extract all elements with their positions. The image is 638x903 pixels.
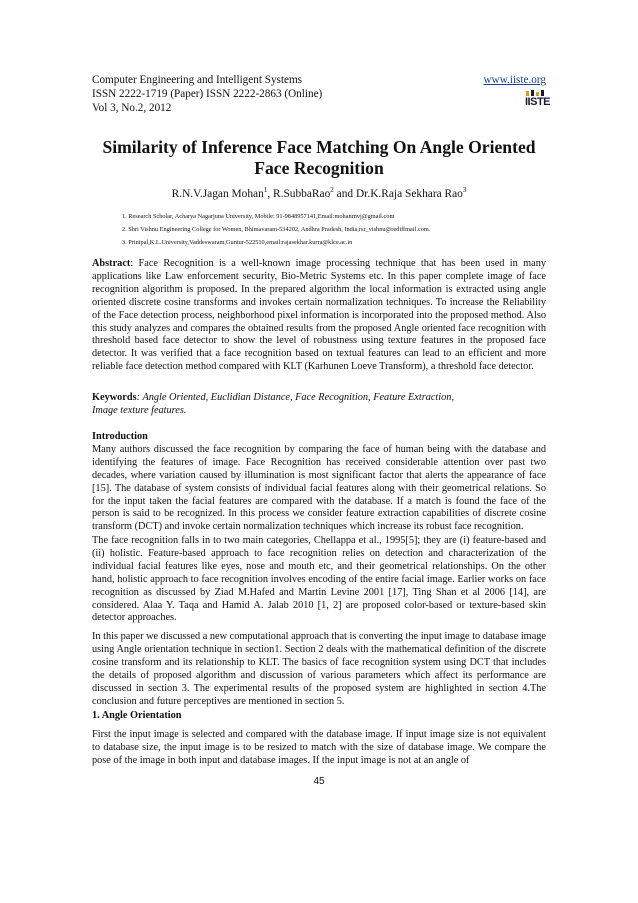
angle-orientation-section [92,710,546,768]
author-3: Dr.K.Raja Sekhara Rao [355,187,463,200]
author-separator: and [333,187,356,200]
introduction-heading: Introduction [92,431,148,442]
journal-url-link[interactable]: www.iiste.org [483,74,546,86]
author-1-affil: 1 [263,186,268,194]
author-separator: , [267,187,274,200]
affiliation-list [122,210,552,249]
author-2-affil: 2 [330,186,334,194]
author-line [92,183,546,201]
author-3-affil: 3 [462,186,467,194]
page-number: 45 [313,776,325,787]
paper-title: Similarity of Inference Face Matching On Angle Oriented Face Recognition [102,137,536,178]
introduction-section [92,431,546,534]
journal-issn: ISSN 2222-1719 (Paper) ISSN 2222-2863 (Online) [92,88,323,101]
journal-volume: Vol 3, No.2, 2012 [92,102,172,115]
section-1-heading: 1. Angle Orientation [92,710,182,721]
keywords-line-2: Image texture features. [92,404,187,416]
iiste-logo-text: IISTE [525,96,551,108]
introduction-paragraph-3: In this paper we discussed a new computational approach that is converting the input image to database image using Angle orientation technique in section1. Section 2 deals with the mathematical definition of the discrete cosine transform and its relationship to KLT. The basics of face recognition system using DCT that includes the details of proposed algorithm and discussion of various parameters which affect its performance are discussed in section 3. The experimental results of the proposed system are highlighted in section 4.The conclusion and future perceptives are mentioned in section 5. [92,631,546,707]
abstract [92,258,546,374]
introduction-paragraph-2: The face recognition falls in to two main categories, Chellappa et al., 1995[5]; they are (i) feature-based and (ii) holistic. Feature-based approach to face recognition relies on detection and characterization of the individual facial features like eyes, nose and mouth etc, and their geometrical relationships. On the other hand, holistic approach to face recognition involves encoding of the entire facial image. Earlier works on face recognition as discussed by Ziad M.Hafed and Martin Levine 2001 [17], Ting Shan et al 2006 [14], are considered. Alaa Y. Taqa and Hamid A. Jalab 2010 [1, 2] are proposed color-based or texture-based skin detector approaches. [92,535,546,624]
abstract-text: : Face Recognition is a well-known image processing technique that has been used in many applications like Law enforcement security, Bio-Metric Systems etc. In this paper complete image of face recognition algorithm is proposed. In the prepared algorithm the local information is extracted using angle oriented discrete cosine transforms and invokes certain normalization techniques. To increase the Reliability of the Face detection process, neighborhood pixel information is incorporated into the proposed method. Also this study analyzes and compares the obtained results from the proposed Angle oriented face recognition with threshold based face detector to show the level of robustness using texture features in the proposed face detector. It was verified that a face recognition based on textual features can lead to an efficient and more reliable face detection method compared with KLT (Karhunen Loeve Transform), a threshold face detector. [92,258,546,373]
affiliation-item: 3. Prinipal,K.L.University,Vaddeswaram,Guntur-522510,email:rajasekhar.kurra@klce.ac.in [122,239,353,246]
keywords [92,392,546,418]
keywords-label: Keywords [92,392,137,403]
keywords-line-1: : Angle Oriented, Euclidian Distance, Face Recognition, Feature Extraction, [136,392,455,403]
journal-name: Computer Engineering and Intelligent Systems [92,74,303,86]
section-1-paragraph-1: First the input image is selected and compared with the database image. If input image size is not equivalent to database size, the input image is to be resized to match with the size of database image. We compare the pose of the image in both input and database images. If the input image is not at an angle of [92,728,546,766]
affiliation-item: 1. Research Scholar, Acharya Nagarjuna University, Mobile: 91-9848957141,Email:mohanrnvj@gmail.com [122,213,395,220]
author-1: R.N.V.Jagan Mohan [171,187,264,200]
abstract-label: Abstract [92,258,131,269]
journal-header [92,73,551,116]
introduction-paragraph-1: Many authors discussed the face recognition by comparing the face of human being with the database and identifying the features of image. Face Recognition has received considerable attention over past two decades, where variation caused by illumination is most significant factor that alerts the appearance of face [15]. The database of system consists of individual facial features along with their geometrical relations. So for the input taken the facial features are compared with the database. If a match is found the face of the person is said to be recognized. In this process we consider feature extraction capabilities of discrete cosine transform (DCT) and invoke certain normalization techniques which increase its robust face recognition. [92,443,546,533]
iiste-logo [525,90,551,112]
affiliation-item: 2. Shri Vishnu Engineering College for Women, Bhimavaram-534202, Andhra Pradesh, India,rsr_vishnu@rediffmail.com. [122,226,431,233]
author-2: R.SubbaRao [273,187,331,200]
